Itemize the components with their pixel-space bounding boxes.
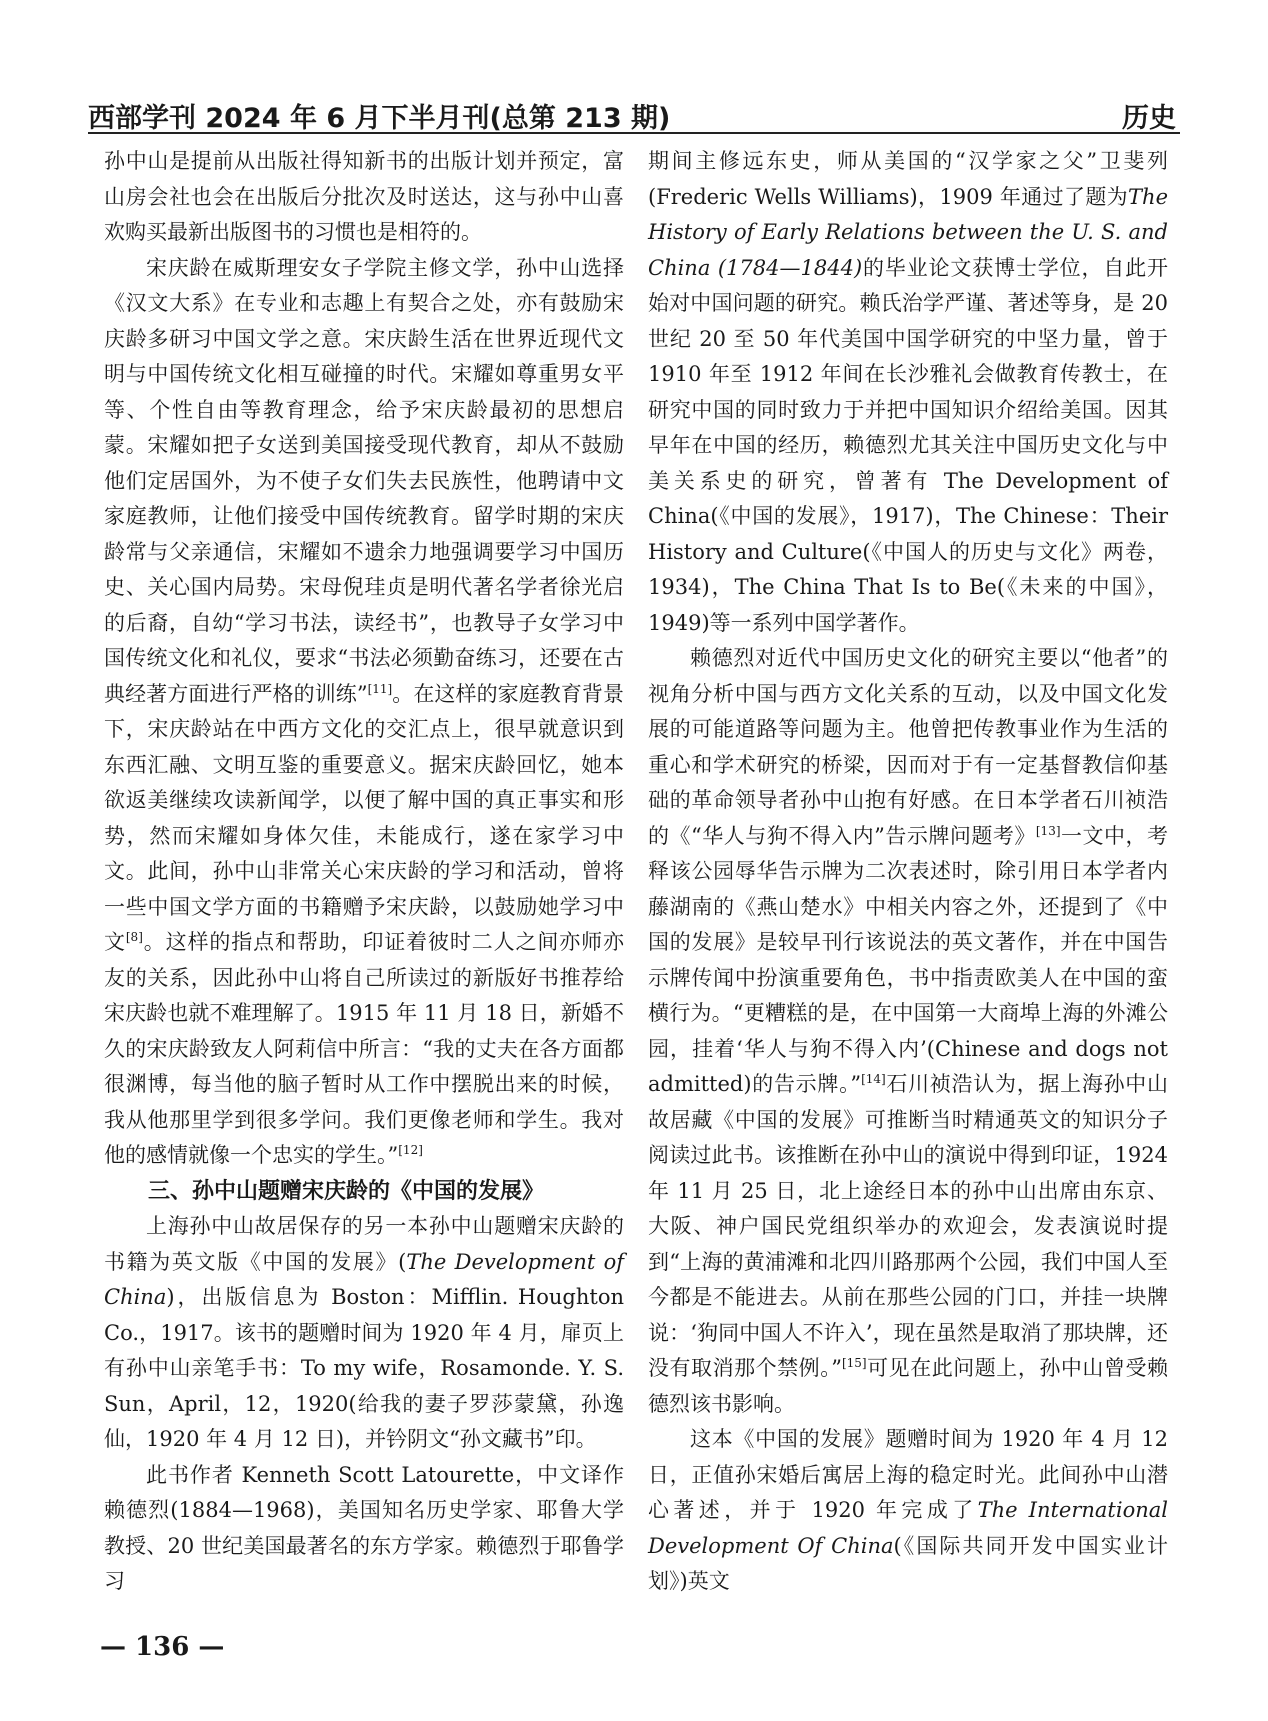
paragraph: 期间主修远东史，师从美国的“汉学家之父”卫斐列(Frederic Wells Williams)，1909 年通过了题为The History of Early Relations between the U. S. and China (1784—1844)的毕业论文获博士学位，自此开始对中国问题的研究。赖氏治学严谨、著述等身，是 20 世纪 20 至 50 年代美国中国学研究的中坚力量，曾于 1910 年至 1912 年间在长沙雅礼会做教育传教士，在研究中国的同时致力于并把中国知识介绍给美国。因其早年在中国的经历，赖德烈尤其关注中国历史文化与中美关系史的研究，曾著有 The Development of China(《中国的发展》，1917)，The Chinese：Their History and Culture(《中国人的历史与文化》两卷，1934)，The China That Is to Be(《未来的中国》，1949)等一系列中国学著作。 <box>648 149 1168 635</box>
citation-ref: [13] <box>1035 823 1061 838</box>
citation-ref: [8] <box>125 930 143 944</box>
section-heading: 三、孙中山题赠宋庆龄的《中国的发展》 <box>148 1178 545 1204</box>
paragraph: 上海孙中山故居保存的另一本孙中山题赠宋庆龄的书籍为英文版《中国的发展》(The Development of China)，出版信息为 Boston：Mifflin. Houghton Co.，1917。该书的题赠时间为 1920 年 4 月，扉页上有孙中山亲笔手书：To my wife，Rosamonde. Y. S. Sun，April，12，1920(给我的妻子罗莎蒙黛，孙逸仙，1920 年 4 月 12 日)，并钤阴文“孙文藏书”印。 <box>104 1214 624 1451</box>
book-title-italic: The International Development Of China <box>648 1498 1168 1558</box>
paragraph: 这本《中国的发展》题赠时间为 1920 年 4 月 12 日，正值孙宋婚后寓居上海的稳定时光。此间孙中山潜心著述，并于 1920 年完成了The International Development Of China(《国际共同开发中国实业计划》)英文 <box>648 1427 1168 1593</box>
paragraph: 赖德烈对近代中国历史文化的研究主要以“他者”的视角分析中国与西方文化关系的互动，以及中国文化发展的可能道路等问题为主。他曾把传教事业作为生活的重心和学术研究的桥梁，因而对于有一定基督教信仰基础的革命领导者孙中山抱有好感。在日本学者石川祯浩的《“华人与狗不得入内”告示牌问题考》[13]一文中，考释该公园辱华告示牌为二次表述时，除引用日本学者内藤湖南的《燕山楚水》中相关内容之外，还提到了《中国的发展》是较早刊行该说法的英文著作，并在中国告示牌传闻中扮演重要角色，书中指责欧美人在中国的蛮横行为。“更糟糕的是，在中国第一大商埠上海的外滩公园，挂着‘华人与狗不得入内’(Chinese and dogs not admitted)的告示牌。”[14]石川祯浩认为，据上海孙中山故居藏《中国的发展》可推断当时精通英文的知识分子阅读过此书。该推断在孙中山的演说中得到印证，1924 年 11 月 25 日，北上途经日本的孙中山出席由东京、大阪、神户国民党组织举办的欢迎会，发表演说时提到“上海的黄浦滩和北四川路那两个公园，我们中国人至今都是不能进去。从前在那些公园的门口，并挂一块牌说：‘狗同中国人不许入’，现在虽然是取消了那块牌，还没有取消那个禁例。”[15]可见在此问题上，孙中山曾受赖德烈该书影响。 <box>648 646 1168 1416</box>
citation-ref: [14] <box>861 1072 886 1086</box>
thesis-title-italic: The History of Early Relations between the U. S. and China (1784—1844) <box>648 184 1168 280</box>
paragraph: 孙中山是提前从出版社得知新书的出版计划并预定，富山房会社也会在出版后分批次及时送达，这与孙中山喜欢购买最新出版图书的习惯也是相符的。 <box>104 149 624 244</box>
journal-masthead: 西部学刊 2024 年 6 月下半月刊(总第 213 期) <box>88 103 671 134</box>
right-column <box>648 144 1168 1624</box>
page-number: — 136 — <box>100 1632 225 1662</box>
citation-ref: [15] <box>841 1356 867 1370</box>
paragraph: 此书作者 Kenneth Scott Latourette，中文译作赖德烈(1884—1968)，美国知名历史学家、耶鲁大学教授、20 世纪美国最著名的东方学家。赖德烈于耶鲁学习 <box>104 1462 624 1593</box>
citation-ref: [12] <box>398 1143 423 1157</box>
left-column <box>104 144 624 1624</box>
section-label: 历史 <box>1122 103 1176 134</box>
header-rule <box>88 132 1180 134</box>
running-header <box>88 96 1180 132</box>
paragraph: 宋庆龄在威斯理安女子学院主修文学，孙中山选择《汉文大系》在专业和志趣上有契合之处，亦有鼓励宋庆龄多研习中国文学之意。宋庆龄生活在世界近现代文明与中国传统文化相互碰撞的时代。宋耀如尊重男女平等、个性自由等教育理念，给予宋庆龄最初的思想启蒙。宋耀如把子女送到美国接受现代教育，却从不鼓励他们定居国外，为不使子女们失去民族性，他聘请中文家庭教师，让他们接受中国传统教育。留学时期的宋庆龄常与父亲通信，宋耀如不遗余力地强调要学习中国历史、关心国内局势。宋母倪珪贞是明代著名学者徐光启的后裔，自幼“学习书法，读经书”，也教导子女学习中国传统文化和礼仪，要求“书法必须勤奋练习，还要在古典经著方面进行严格的训练”[11]。在这样的家庭教育背景下，宋庆龄站在中西方文化的交汇点上，很早就意识到东西汇融、文明互鉴的重要意义。据宋庆龄回忆，她本欲返美继续攻读新闻学，以便了解中国的真正事实和形势，然而宋耀如身体欠佳，未能成行，遂在家学习中文。此间，孙中山非常关心宋庆龄的学习和活动，曾将一些中国文学方面的书籍赠予宋庆龄，以鼓励她学习中文[8]。这样的指点和帮助，印证着彼时二人之间亦师亦友的关系，因此孙中山将自己所读过的新版好书推荐给宋庆龄也就不难理解了。1915 年 11 月 18 日，新婚不久的宋庆龄致友人阿莉信中所言：“我的丈夫在各方面都很渊博，每当他的脑子暂时从工作中摆脱出来的时候，我从他那里学到很多学问。我们更像老师和学生。我对他的感情就像一个忠实的学生。”[12] <box>104 255 625 1167</box>
citation-ref: [11] <box>367 681 393 696</box>
book-title-italic: The Development of China <box>104 1249 624 1309</box>
